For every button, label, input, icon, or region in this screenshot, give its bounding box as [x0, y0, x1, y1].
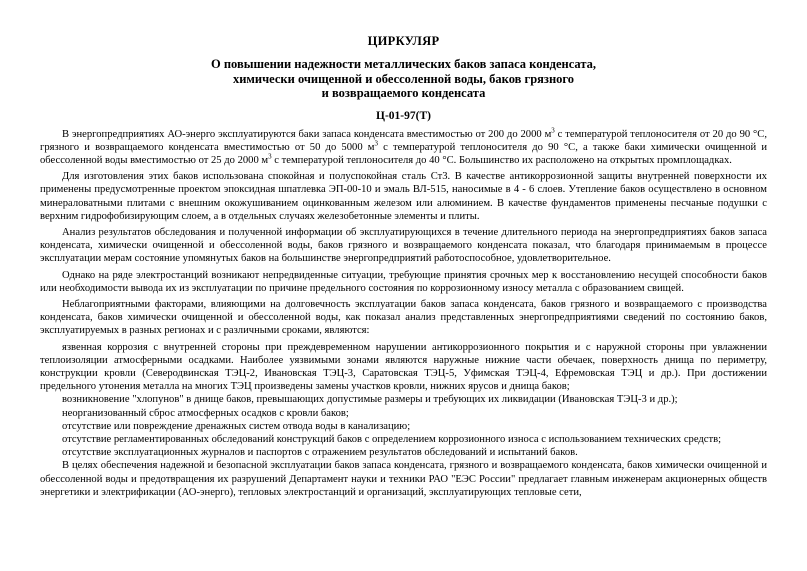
paragraph-4: Однако на ряде электростанций возникают непредвиденные ситуации, требующие принятия срочных мер к восстановлению несущей способности баков или необходимости вывода их из эксплуатации по причине предельного состояния по коррозионному износу металла с образованием свищей. [40, 269, 767, 294]
list-item: отсутствие регламентированных обследований конструкций баков с определением коррозионного износа с использованием технических средств; [62, 433, 722, 445]
document-title [40, 57, 767, 101]
title-line-2: химически очищенной и обессоленной воды, баков грязного [232, 71, 575, 86]
list-item: неорганизованный сброс атмосферных осадков с кровли баков; [62, 407, 349, 419]
paragraph-1-part-4: с температурой теплоносителя до 40 °С. Большинство их расположено на открытых промплощадках. [271, 154, 732, 166]
title-line-3: и возвращаемого конденсата [321, 86, 486, 100]
list-item: язвенная коррозия с внутренней стороны при преждевременном нарушении антикоррозионного покрытия и с наружной стороны при увлажнении теплоизоляции атмосферными осадками. Наиболее уязвимыми зонами являются наружные нижние части обечаек, поверхность днища по периметру, конструкции кровли (Северодвинская ТЭЦ-2, Ивановская ТЭЦ-3, Саратовская ТЭЦ-5, Уфимская ТЭЦ-4, Ефремовская ТЭЦ и др.). При достижении предельного утонения металла на многих ТЭЦ произведены замены участков кровли, нижних ярусов и днища баков; [40, 341, 767, 393]
document-code: Ц-01-97(Т) [376, 109, 431, 122]
superscript-3: 3 [551, 125, 555, 134]
list-item: возникновение "хлопунов" в днище баков, превышающих допустимые размеры и требующих их ликвидации (Ивановская ТЭЦ-3 и др.); [62, 394, 678, 406]
paragraph-3: Анализ результатов обследования и полученной информации об эксплуатирующихся в течение длительного периода на энергопредприятиях баков запаса конденсата, химически очищенной и обессоленной воды, баков грязного и возвращаемого конденсата показал, что благодаря принимаемым в процессе эксплуатации мерам состояние упомянутых баков на большинстве энергопредприятий работоспособное, удовлетворительное. [40, 226, 767, 265]
document-type: ЦИРКУЛЯР [367, 34, 440, 48]
paragraph-6: В целях обеспечения надежной и безопасной эксплуатации баков запаса конденсата, грязного и возвращаемого конденсата, баков химически очищенной и обессоленной воды и предотвращения их разрушений Департамент науки и техники РАО "ЕЭС России" предлагает главным инженерам акционерных обществ энергетики и электрификации (АО-энерго), тепловых электростанций и организаций, эксплуатирующих тепловые сети, [40, 460, 767, 498]
paragraph-1-part-3: с температурой теплоносителя до 90 °С, а также баки химически очищенной и обессоленной воды вместимостью от 25 до 2000 м [40, 141, 767, 166]
superscript-3: 3 [268, 152, 272, 161]
paragraph-1-part-2: с температурой теплоносителя от 20 до 90 °С, грязного и возвращаемого конденсата вместимостью от 50 до 5000 м [40, 128, 768, 153]
document-body [40, 125, 768, 499]
title-line-1: О повышении надежности металлических баков запаса конденсата, [210, 57, 597, 71]
paragraph-1-part-1: В энергопредприятиях АО-энерго эксплуатируются баки запаса конденсата вместимостью от 200 до 2000 м [62, 128, 552, 140]
paragraph-1 [40, 125, 768, 168]
paragraph-2: Для изготовления этих баков использована спокойная и полуспокойная сталь Ст3. В качестве антикоррозионной защиты внутренней поверхности их применены предусмотренные проектом эпоксидная шпатлевка ЭП-00-10 и эмаль ВЛ-515, наносимые в 4 - 6 слоев. Утепление баков осуществлено в основном минераловатными плитами с внешним окожушиванием оцинкованным железом или алюминием. В качестве фундаментов применены песчаные подушки с верхним гидрофобизирующим слоем, а в отдельных случаях железобетонные элементы и плиты. [40, 171, 767, 222]
paragraph-5: Неблагоприятными факторами, влияющими на долговечность эксплуатации баков запаса конденсата, баков грязного и возвращаемого с производства конденсата, баков химически очищенной и обессоленной воды, как показал анализ представленных энергопредприятиями сведений по состоянию баков, эксплуатируемых в разных регионах и с различными сроками, являются: [40, 298, 767, 337]
superscript-3: 3 [374, 139, 378, 148]
list-item: отсутствие эксплуатационных журналов и паспортов с отражением результатов обследований и испытаний баков. [62, 447, 578, 459]
list-item: отсутствие или повреждение дренажных систем отвода воды в канализацию; [62, 420, 411, 432]
